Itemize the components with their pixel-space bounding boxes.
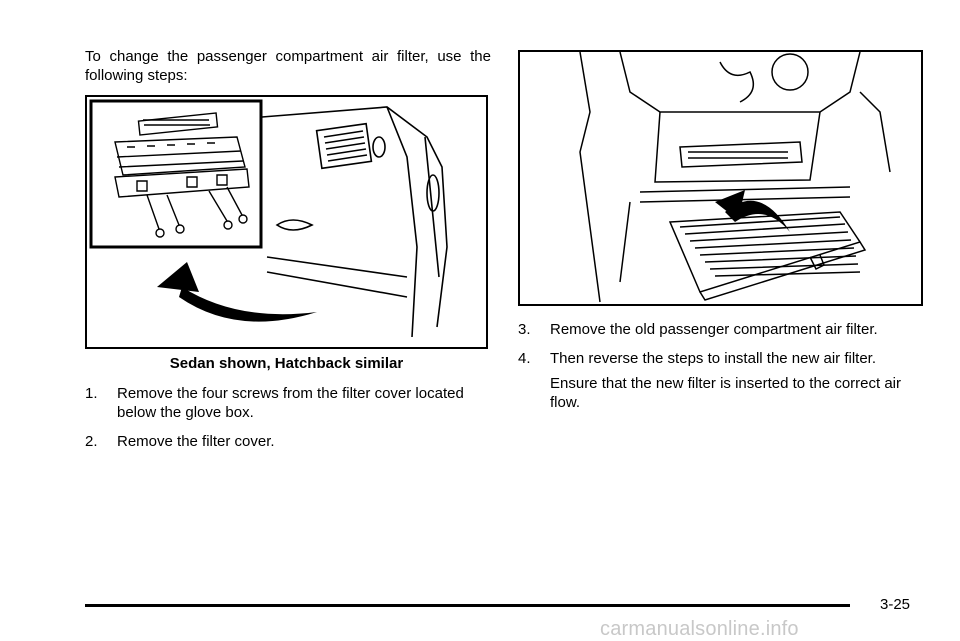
glovebox-drawing bbox=[87, 97, 486, 347]
step-2 bbox=[85, 432, 495, 451]
step-4-number: 4. bbox=[518, 350, 531, 367]
glovebox-filter-cover-illustration bbox=[85, 95, 488, 349]
air-filter-removal-illustration bbox=[518, 50, 923, 306]
step-1 bbox=[85, 384, 495, 422]
step-3 bbox=[518, 320, 928, 339]
step-3-number: 3. bbox=[518, 321, 531, 338]
figure-left-caption: Sedan shown, Hatchback similar bbox=[169, 355, 404, 372]
step-4 bbox=[518, 349, 928, 368]
step-3-text: Remove the old passenger compartment air filter. bbox=[550, 321, 878, 338]
step-2-text: Remove the filter cover. bbox=[117, 433, 275, 450]
step-4-text: Then reverse the steps to install the new air filter. bbox=[550, 350, 876, 367]
air-filter-drawing bbox=[520, 52, 921, 304]
step-2-number: 2. bbox=[85, 433, 98, 450]
steps-right-column bbox=[518, 320, 928, 412]
intro-paragraph: To change the passenger compartment air filter, use the following steps: bbox=[85, 48, 491, 84]
footer-rule bbox=[85, 604, 850, 607]
page-number: 3-25 bbox=[880, 596, 911, 613]
step-1-number: 1. bbox=[85, 385, 98, 402]
watermark: carmanualsonline.info bbox=[600, 618, 799, 640]
step-1-text: Remove the four screws from the filter cover located below the glove box. bbox=[117, 385, 464, 421]
step-4-note: Ensure that the new filter is inserted to the correct air flow. bbox=[550, 375, 901, 411]
steps-left-column bbox=[85, 384, 495, 461]
